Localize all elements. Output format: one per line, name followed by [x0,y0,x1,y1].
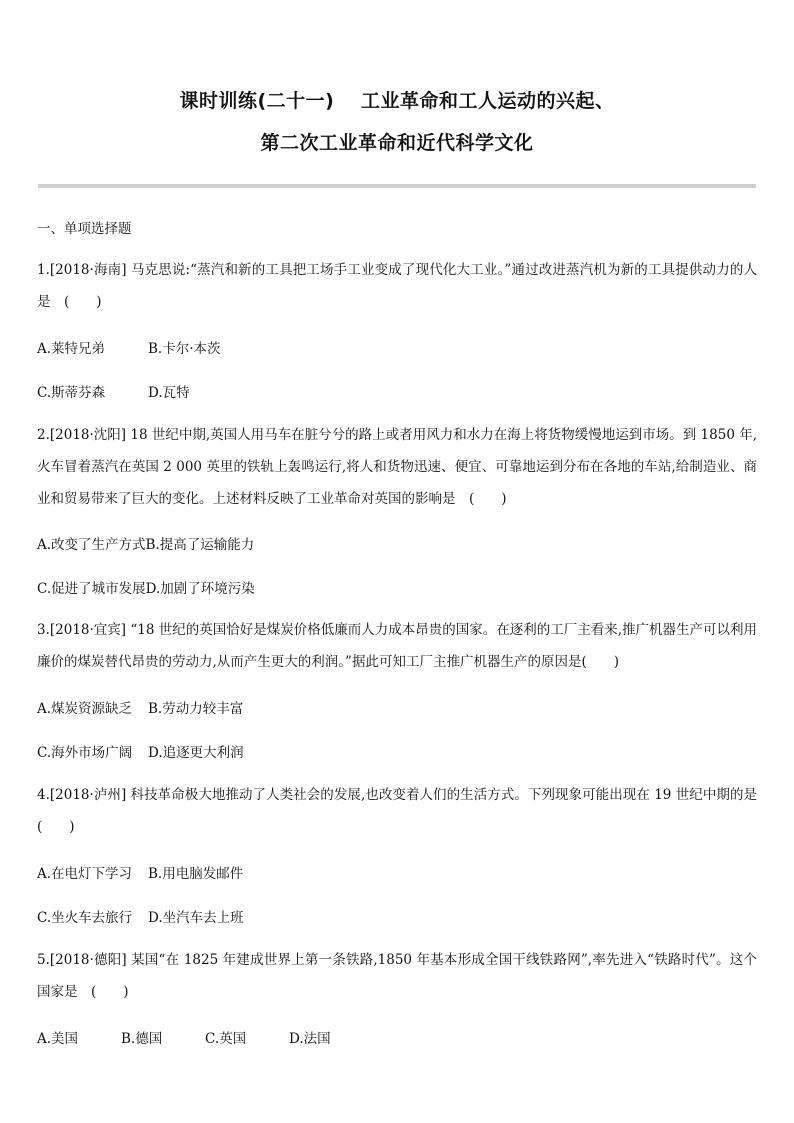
question-2-options-row-1 [37,533,254,553]
question-3-option-a: A.煤炭资源缺乏 [37,701,133,717]
question-5-option-b: B.德国 [121,1031,163,1047]
question-4-text: 4.[2018·泸州] 科技革命极大地推动了人类社会的发展,也改变着人们的生活方式。下列现象可能出现在 19 世纪中期的是 ( ) [37,787,771,835]
question-2-option-b: B.提高了运输能力 [145,537,255,553]
page-title-line-1: 课时训练(二十一) 工业革命和工人运动的兴起、 [179,90,615,112]
question-3-option-b: B.劳动力较丰富 [148,701,244,717]
question-4-option-b: B.用电脑发邮件 [148,866,244,882]
question-5-text: 5.[2018·德阳] 某国“在 1825 年建成世界上第一条铁路,1850 年基本形成全国干线铁路网”,率先进入“铁路时代”。这个国家是 ( ) [37,952,757,1000]
question-1-options-row-1 [37,337,221,357]
question-3-options-row-2 [37,741,244,761]
question-3-option-c: C.海外市场广阔 [37,745,133,761]
question-2-option-d: D.加剧了环境污染 [145,581,255,597]
question-4-option-d: D.坐汽车去上班 [148,910,244,926]
page-title-line-2: 第二次工业革命和近代科学文化 [260,132,534,154]
question-3-text: 3.[2018·宜宾] “18 世纪的英国恰好是煤炭价格低廉而人力成本昂贵的国家。在逐利的工厂主看来,推广机器生产可以利用廉价的煤炭替代昂贵的劳动力,从而产生更大的利润。”据此可知工厂主推广机器生产的原因是( ) [37,622,758,670]
question-1-option-a: A.莱特兄弟 [37,341,106,357]
question-5-option-c: C.英国 [205,1031,247,1047]
question-3-option-d: D.追逐更大利润 [148,745,244,761]
question-2-options-row-2 [37,577,255,597]
question-4-options-row-1 [37,862,243,882]
question-5-option-d: D.法国 [289,1031,331,1047]
question-3-options-row-1 [37,697,243,717]
title-divider [38,184,756,188]
question-4-options-row-2 [37,906,244,926]
question-1-text: 1.[2018·海南] 马克思说:“蒸汽和新的工具把工场手工业变成了现代化大工业。”通过改进蒸汽机为新的工具提供动力的人是 ( ) [37,262,757,310]
question-2-text: 2.[2018·沈阳] 18 世纪中期,英国人用马车在脏兮兮的路上或者用风力和水力在海上将货物缓慢地运到市场。到 1850 年,火车冒着蒸汽在英国 2 000 英里的铁轨上轰鸣运行,将人和货物迅速、便宜、可靠地运到分布在各地的车站,给制造业、商业和贸易带来了巨大的变化。上述材料反映了工业革命对英国的影响是 ( ) [37,427,757,507]
question-1-option-b: B.卡尔·本茨 [148,341,221,357]
question-4-option-a: A.在电灯下学习 [37,866,133,882]
section-heading: 一、单项选择题 [37,221,132,237]
question-5-option-a: A.美国 [37,1031,79,1047]
question-1-options-row-2 [37,381,190,401]
question-4-option-c: C.坐火车去旅行 [37,910,133,926]
question-5-options-row [37,1027,331,1047]
question-1-option-c: C.斯蒂芬森 [37,385,106,401]
question-2-option-c: C.促进了城市发展 [37,581,146,597]
question-1-option-d: D.瓦特 [148,385,190,401]
question-2-option-a: A.改变了生产方式 [37,537,146,553]
